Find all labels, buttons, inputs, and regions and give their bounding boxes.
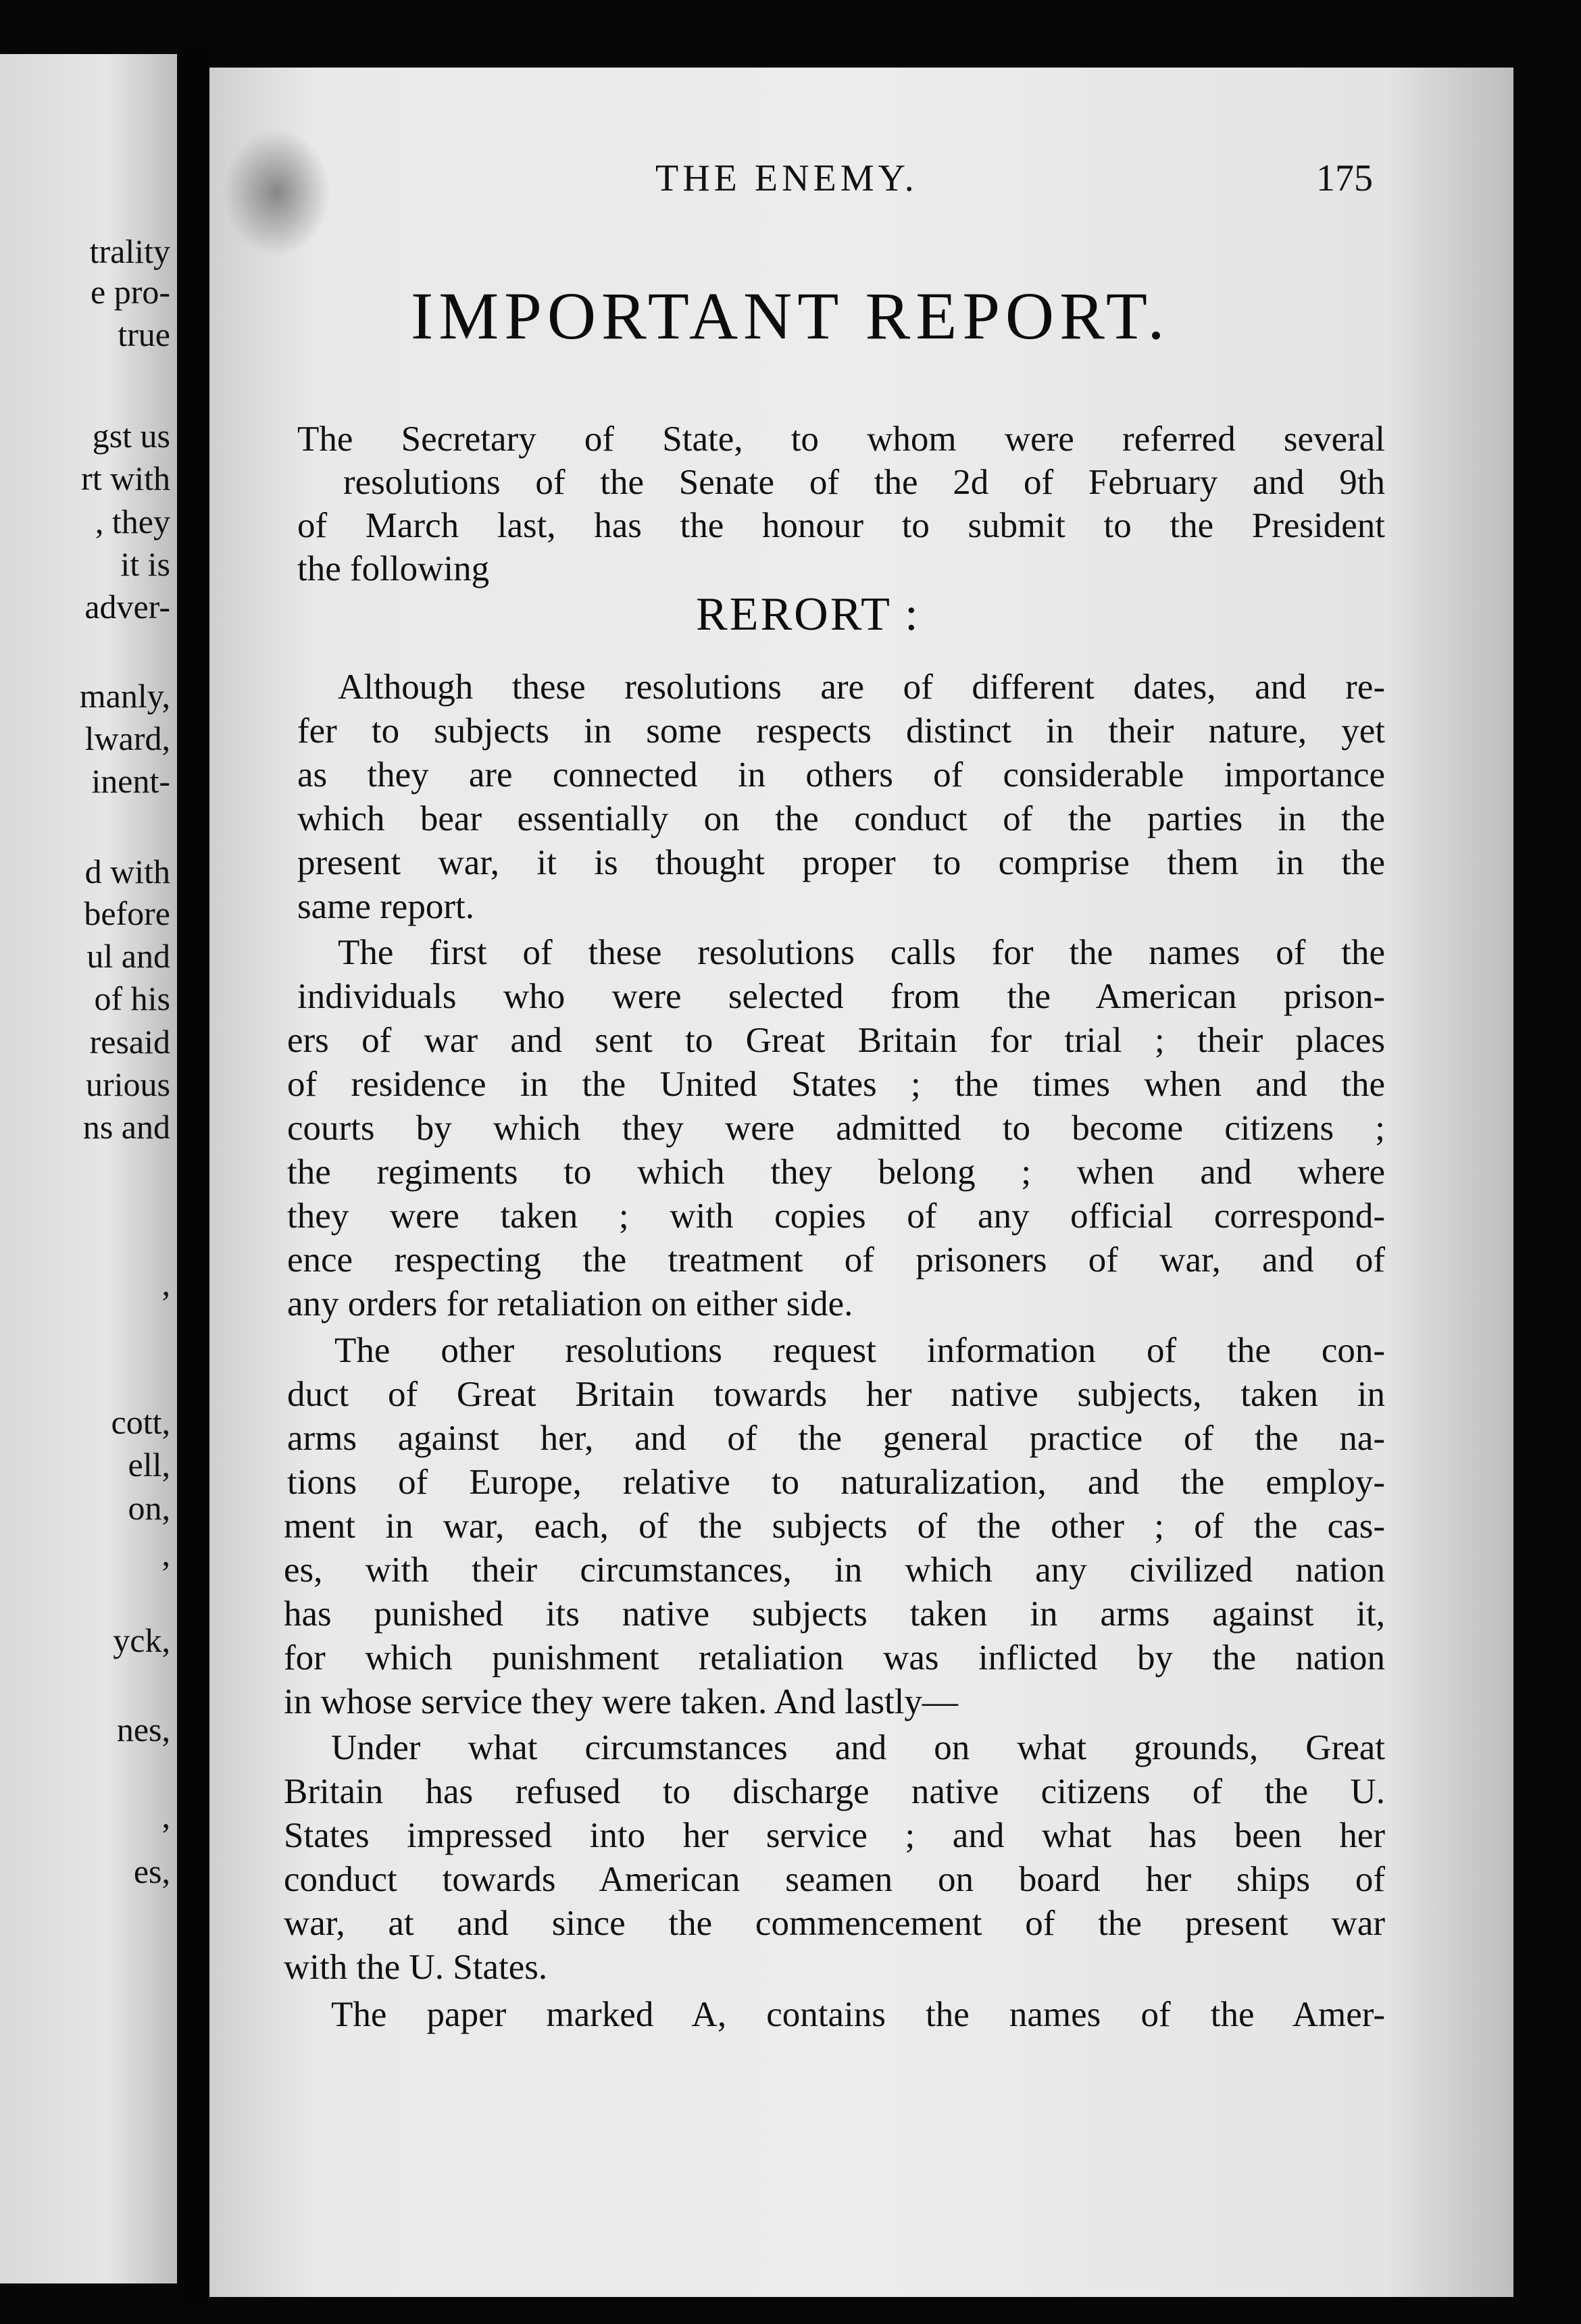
body-line: they were taken ; with copies of any official correspond- [287, 1196, 1385, 1236]
left-page-line: d with [84, 853, 170, 890]
body-line: of residence in the United States ; the times when and the [287, 1065, 1385, 1104]
left-page-line: , [161, 1535, 170, 1573]
body-line: ment in war, each, of the subjects of the other ; of the cas- [284, 1507, 1385, 1546]
left-page-line: it is [120, 545, 170, 583]
left-page-line: resaid [89, 1023, 170, 1061]
left-page-line: inent- [91, 762, 170, 800]
left-page-line: urious [86, 1065, 170, 1103]
body-line: has punished its native subjects taken in arms against it, [284, 1594, 1385, 1634]
body-line: Britain has refused to discharge native citizens of the U. [284, 1772, 1385, 1811]
left-page-line: manly, [79, 677, 170, 715]
body-line: arms against her, and of the general practice of the na- [287, 1419, 1385, 1458]
left-page-line: adver- [84, 588, 170, 626]
left-page-line: before [84, 894, 170, 932]
intro-line: The Secretary of State, to whom were referred several [297, 420, 1385, 459]
body-line: present war, it is thought proper to comprise them in the [297, 843, 1385, 882]
left-page-line: ul and [86, 937, 170, 975]
body-line: The other resolutions request information of the con- [334, 1331, 1385, 1370]
body-line: war, at and since the commencement of the present war [284, 1904, 1385, 1943]
left-page-line: yck, [113, 1621, 170, 1659]
left-page-line: , they [95, 503, 170, 540]
body-line: The paper marked A, contains the names of the Amer- [331, 1995, 1385, 2034]
intro-line: the following [297, 549, 490, 588]
article-title: IMPORTANT REPORT. [411, 278, 1170, 353]
body-line: ers of war and sent to Great Britain for trial ; their places [287, 1021, 1385, 1060]
running-header: THE ENEMY. [655, 157, 918, 199]
left-page-line: rt with [81, 459, 170, 497]
body-line: which bear essentially on the conduct of the parties in the [297, 799, 1385, 838]
left-page-line: ns and [82, 1108, 170, 1146]
book-gutter [177, 47, 209, 2304]
body-line: courts by which they were admitted to become citizens ; [287, 1109, 1385, 1148]
body-line: duct of Great Britain towards her native subjects, taken in [287, 1375, 1385, 1414]
left-page-line: trality [89, 232, 170, 270]
body-line: for which punishment retaliation was inflicted by the nation [284, 1638, 1385, 1677]
intro-line: of March last, has the honour to submit to the President [297, 506, 1385, 545]
left-page-line: true [118, 315, 170, 353]
left-page-line: gst us [92, 417, 170, 455]
intro-line: resolutions of the Senate of the 2d of February and 9th [343, 463, 1385, 502]
left-page-line: lward, [84, 719, 170, 757]
previous-page-fragment [0, 54, 177, 2283]
body-line: in whose service they were taken. And lastly— [284, 1682, 958, 1721]
body-line: any orders for retaliation on either side. [287, 1284, 853, 1323]
body-line: fer to subjects in some respects distinct in their nature, yet [297, 711, 1385, 751]
page-number: 175 [1316, 157, 1373, 199]
left-page-line: es, [133, 1852, 170, 1890]
body-line: Although these resolutions are of different dates, and re- [338, 667, 1385, 707]
left-page-line: , [161, 1797, 170, 1835]
body-line: The first of these resolutions calls for the names of the [338, 933, 1385, 972]
body-line: same report. [297, 887, 474, 926]
body-line: the regiments to which they belong ; when and where [287, 1153, 1385, 1192]
body-line: ence respecting the treatment of prisoners of war, and of [287, 1240, 1385, 1280]
left-page-line: ell, [128, 1446, 170, 1484]
ink-smudge [223, 128, 331, 257]
left-page-line: on, [128, 1489, 170, 1527]
body-line: with the U. States. [284, 1948, 548, 1987]
left-page-line: e pro- [91, 273, 170, 311]
body-line: States impressed into her service ; and what has been her [284, 1816, 1385, 1855]
body-line: as they are connected in others of considerable importance [297, 755, 1385, 794]
body-line: es, with their circumstances, in which any civilized nation [284, 1550, 1385, 1590]
left-page-line: nes, [116, 1711, 170, 1748]
left-page-line: cott, [111, 1403, 170, 1441]
body-line: conduct towards American seamen on board her ships of [284, 1860, 1385, 1899]
section-heading: RERORT : [696, 588, 920, 640]
body-line: tions of Europe, relative to naturalization, and the employ- [287, 1463, 1385, 1502]
body-line: individuals who were selected from the American prison- [297, 977, 1385, 1016]
body-line: Under what circumstances and on what grounds, Great [331, 1728, 1385, 1767]
left-page-line: of his [94, 980, 170, 1017]
left-page-line: , [161, 1265, 170, 1303]
